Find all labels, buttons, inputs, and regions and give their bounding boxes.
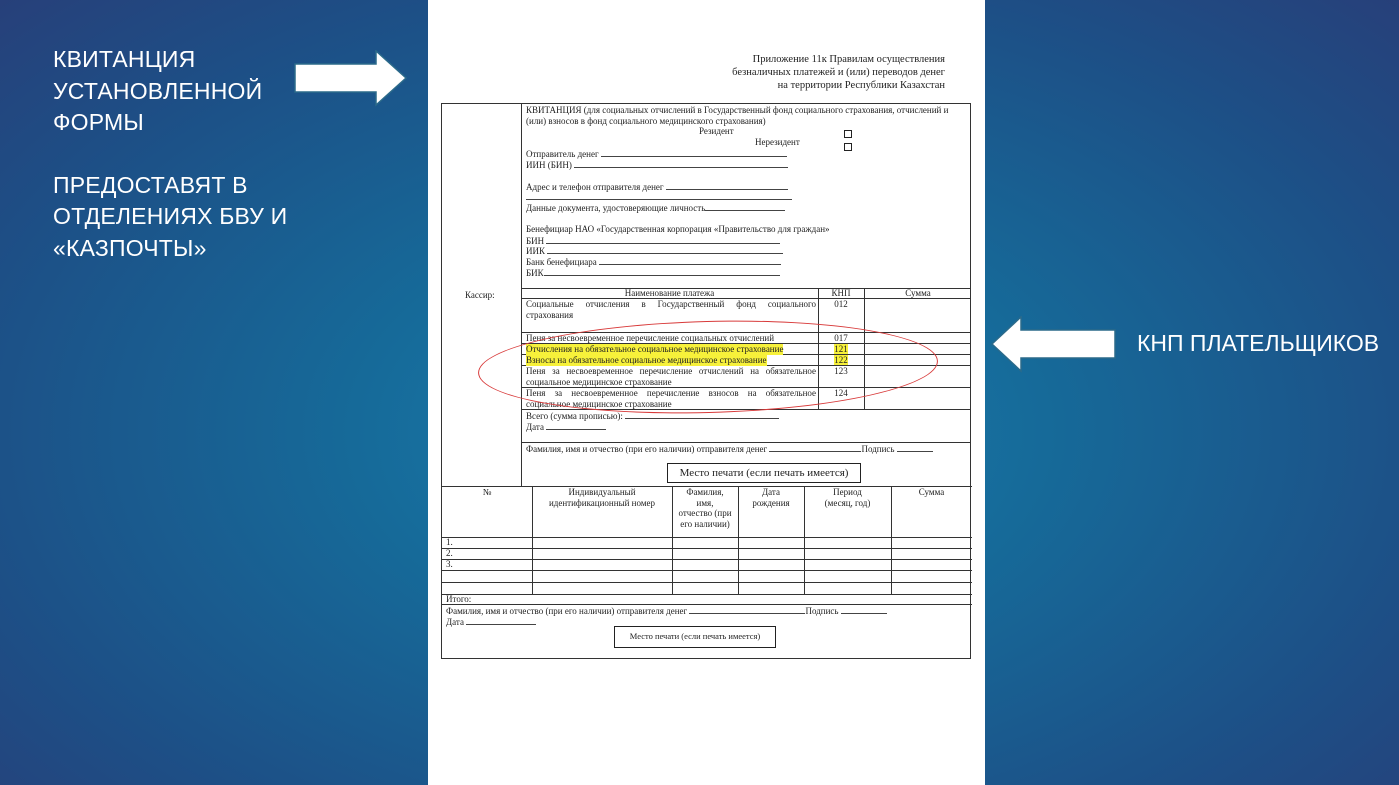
divider [442, 594, 972, 595]
sender-fio-field-bottom[interactable]: Фамилия, имя и отчество (при его наличии) отправителя денег Подпись [446, 605, 887, 617]
nonresident-label: Нерезидент [755, 137, 800, 147]
payment-name: Социальные отчисления в Государственный фонд социального [526, 299, 816, 309]
arrow-right-icon [294, 50, 409, 108]
date-field-bottom[interactable]: Дата [446, 616, 536, 628]
col-period-header: Период (месяц, год) [824, 487, 871, 508]
itogo-label: Итого: [446, 594, 472, 604]
payment-name: социальное медицинское страхование [526, 377, 672, 387]
sender-field[interactable]: Отправитель денег [526, 148, 787, 160]
beneficiary-label: Бенефициар НАО «Государственная корпорация «Правительство для граждан» [526, 224, 830, 234]
header-line: Приложение 11к Правилам осуществления [752, 54, 945, 65]
document-header [732, 53, 945, 92]
address-field[interactable]: Адрес и телефон отправителя денег [526, 181, 788, 193]
payment-name-highlighted: Взносы на обязательное социальное медицинское страхование [526, 355, 767, 365]
resident-checkbox[interactable] [844, 130, 852, 138]
resident-label: Резидент [699, 126, 734, 136]
payment-name: Пеня за несвоевременное перечисление социальных отчислений [526, 333, 775, 343]
stamp-box: Место печати (если печать имеется) [667, 463, 861, 483]
payment-knp-highlighted: 121 [834, 344, 848, 354]
left-line-7: «КАЗПОЧТЫ» [53, 234, 207, 261]
col-sum-header: Сумма [918, 487, 945, 497]
table-row-num: 3. [446, 559, 453, 569]
divider [442, 548, 972, 549]
payments-header-knp: КНП [831, 288, 851, 298]
payment-knp: 123 [834, 366, 848, 376]
payment-name: страхования [526, 310, 574, 320]
col-iin-header: Индивидуальный идентификационный номер [548, 487, 656, 508]
divider [442, 582, 972, 583]
col-num-header: № [482, 487, 492, 497]
date-field[interactable]: Дата [526, 421, 606, 433]
divider [442, 559, 972, 560]
left-line-1: КВИТАНЦИЯ [53, 46, 196, 72]
total-words-field[interactable]: Всего (сумма прописью): [526, 410, 779, 422]
iin-field[interactable]: ИИН (БИН) [526, 159, 788, 171]
payment-knp: 124 [834, 388, 848, 398]
bik-field[interactable]: БИК [526, 267, 780, 279]
left-line-6: ОТДЕЛЕНИЯХ БВУ И [53, 203, 288, 229]
header-line: безналичных платежей и (или) переводов денег [732, 67, 945, 78]
iik-field[interactable]: ИИК [526, 245, 783, 257]
col-dob-header: Дата рождения [752, 487, 790, 508]
left-caption [53, 44, 313, 264]
col-fio-header: Фамилия, имя, отчество (при его наличии) [678, 487, 732, 529]
payment-name: Пеня за несвоевременное перечисление взносов на обязательное [526, 388, 816, 398]
receipt-title: (или) взносов в фонд социального медицинского страхования) [526, 116, 766, 126]
payment-knp: 017 [834, 333, 848, 343]
payment-name-highlighted: Отчисления на обязательное социальное медицинское страхование [526, 344, 784, 354]
nonresident-checkbox[interactable] [844, 143, 852, 151]
arrow-left-icon [991, 316, 1117, 374]
left-line-5: ПРЕДОСТАВЯТ В [53, 171, 248, 198]
header-line: на территории Республики Казахстан [777, 80, 945, 91]
payments-header-name: Наименование платежа [624, 288, 715, 298]
table-row-num: 2. [446, 548, 453, 558]
payments-header-sum: Сумма [905, 288, 931, 298]
bank-field[interactable]: Банк бенефициара [526, 256, 781, 268]
stamp-box-small: Место печати (если печать имеется) [614, 626, 776, 648]
left-gap [53, 139, 313, 170]
bin-field[interactable]: БИН [526, 235, 780, 247]
id-document-field[interactable]: Данные документа, удостоверяющие личность [526, 202, 785, 214]
payment-name: Пеня за несвоевременное перечисление отчислений на обязательное [526, 366, 816, 376]
knp-label: КНП ПЛАТЕЛЬЩИКОВ [1137, 330, 1380, 356]
divider [442, 537, 972, 538]
payment-knp: 012 [834, 299, 848, 309]
divider [442, 570, 972, 571]
cashier-label: Кассир: [465, 290, 495, 300]
sender-fio-field[interactable]: Фамилия, имя и отчество (при его наличии) отправителя денег Подпись [526, 443, 933, 455]
payment-name: социальное медицинское страхование [526, 399, 672, 409]
left-line-2: УСТАНОВЛЕННОЙ [53, 77, 263, 104]
payment-knp-highlighted: 122 [834, 355, 848, 365]
receipt-title: КВИТАНЦИЯ (для социальных отчислений в Государственный фонд социального страхования, отчислений и [526, 105, 949, 115]
table-row-num: 1. [446, 537, 453, 547]
divider [891, 486, 892, 594]
left-line-3: ФОРМЫ [53, 109, 144, 135]
